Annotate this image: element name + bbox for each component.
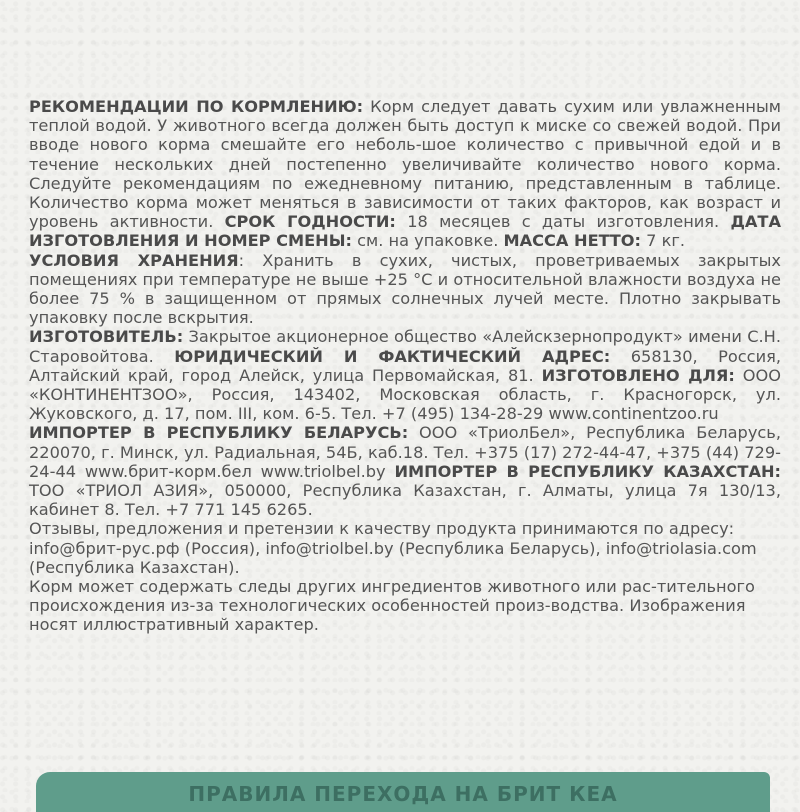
importer-belarus-text: ООО «ТриолБел», Республика Беларусь, 220070, г. Минск, ул. Радиальная, 54Б, каб.18. Тел. +375 (17) 272-44-47, +375 (44) 729-24-44 www.брит-корм.бел www.triolbel.by: [29, 423, 781, 481]
importer-belarus-label: ИМПОРТЕР В РЕСПУБЛИКУ БЕЛАРУСЬ:: [29, 423, 409, 443]
feeding-storage-paragraph: [29, 97, 781, 327]
legal-address-label: ЮРИДИЧЕСКИЙ И ФАКТИЧЕСКИЙ АДРЕС:: [174, 346, 611, 366]
net-mass-label: МАССА НЕТТО:: [503, 231, 641, 251]
manufacturer-label: ИЗГОТОВИТЕЛЬ:: [29, 327, 184, 347]
feeding-label: РЕКОМЕНДАЦИИ ПО КОРМЛЕНИЮ:: [29, 97, 364, 116]
importer-kazakhstan-label: ИМПОРТЕР В РЕСПУБЛИКУ КАЗАХСТАН:: [394, 461, 781, 481]
made-for-label: ИЗГОТОВЛЕНО ДЛЯ:: [541, 365, 735, 385]
shelf-life-label: СРОК ГОДНОСТИ:: [224, 212, 396, 232]
transition-rules-banner: [36, 772, 770, 812]
made-for-text: ООО «КОНТИНЕНТЗОО», Россия, 143402, Московская область, г. Красногорск, ул. Жуковского, д. 17, пом. III, ком. 6-5. Тел. +7 (495) 134-28-29 www.continentzoo.ru: [29, 365, 782, 424]
feedback-paragraph: Отзывы, предложения и претензии к качеству продукта принимаются по адресу: info@брит-рус.рф (Россия), info@triolbel.by (Республика Беларусь), info@triolasia.com (Республика Казахстан).: [29, 519, 757, 577]
legal-address-text: 658130, Россия, Алтайский край, город Алейск, улица Первомайская, 81.: [29, 346, 781, 385]
product-label-text: [29, 97, 781, 635]
shelf-life-text: 18 месяцев с даты изготовления.: [395, 212, 731, 232]
production-date-text: см. на упаковке.: [351, 231, 504, 251]
net-mass-text: 7 кг.: [640, 231, 686, 251]
storage-label: УСЛОВИЯ ХРАНЕНИЯ: [29, 250, 239, 270]
feeding-text: Корм следует давать сухим или увлажненным теплой водой. У животного всегда должен быть доступ к миске со свежей водой. При вводе нового корма смешайте его неболь-шое количество с привычной едой и в течение нескольких дней постепенно увеличивайте количество нового корма. Следуйте рекомендациям по ежедневному питанию, представленным в таблице. Количество корма может меняться в зависимости от таких факторов, как возраст и уровень активности.: [29, 97, 782, 232]
disclaimer-paragraph: Корм может содержать следы других ингредиентов животного или рас-тительного происхождения из-за технологических особенностей произ-водства. Изображения носят иллюстративный характер.: [29, 577, 755, 635]
importers-paragraph: [29, 423, 781, 519]
production-date-label: ДАТА ИЗГОТОВЛЕНИЯ И НОМЕР СМЕНЫ:: [29, 212, 781, 251]
importer-kazakhstan-text: ТОО «ТРИОЛ АЗИЯ», 050000, Республика Казахстан, г. Алматы, улица 7я 130/13, кабинет 8. Тел. +7 771 145 6265.: [29, 481, 781, 520]
manufacturer-paragraph: [29, 327, 781, 423]
storage-text: : Хранить в сухих, чистых, проветриваемых закрытых помещениях при температуре не выше +25 °С и относительной влажности воздуха не более 75 % в защищенном от прямых солнечных лучей месте. Плотно закрывать упаковку после вскрытия.: [29, 250, 781, 328]
manufacturer-text: Закрытое акционерное общество «Алейскзернопродукт» имени С.Н. Старовойтова.: [29, 327, 781, 366]
banner-title: ПРАВИЛА ПЕРЕХОДА НА БРИТ КЕА: [188, 782, 618, 806]
